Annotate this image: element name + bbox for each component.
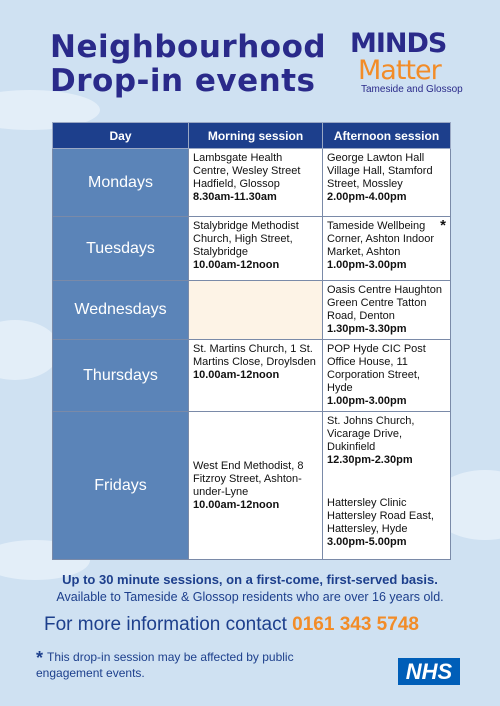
contact-line — [44, 614, 419, 636]
eligibility-info: Available to Tameside & Glossop residents who are over 16 years old. — [56, 590, 444, 604]
table-row — [53, 412, 451, 560]
day-cell: Wednesdays — [53, 281, 189, 340]
venue: Lambsgate Health Centre, Wesley Street Hadfield, Glossop — [193, 152, 301, 190]
table-header-row — [53, 123, 451, 149]
title-line-1: Neighbourhood — [50, 29, 327, 65]
session-time: 2.00pm-4.00pm — [327, 191, 407, 203]
session-time: 10.00am-12noon — [193, 369, 280, 381]
morning-cell-empty — [189, 281, 323, 340]
logo-line-1: MINDS — [350, 28, 447, 59]
header-morning: Morning session — [189, 123, 323, 149]
day-cell: Tuesdays — [53, 217, 189, 281]
session-time: 3.00pm-5.00pm — [327, 536, 407, 548]
page-title — [50, 30, 326, 98]
day-cell: Fridays — [53, 412, 189, 560]
logo-line-3: Tameside and Glossop — [361, 84, 463, 95]
afternoon-cell — [323, 217, 451, 281]
session-time: 8.30am-11.30am — [193, 191, 277, 203]
session-time: 1.00pm-3.00pm — [327, 259, 407, 271]
venue: Stalybridge Methodist Church, High Street, Stalybridge — [193, 220, 299, 258]
afternoon-cell — [323, 149, 451, 217]
afternoon-cell — [323, 412, 451, 560]
venue: St. Martins Church, 1 St. Martins Close, Droylsden — [193, 343, 316, 368]
session-time: 12.30pm-2.30pm — [327, 454, 413, 466]
afternoon-cell — [323, 281, 451, 340]
session-time: 10.00am-12noon — [193, 259, 280, 271]
contact-label: For more information contact — [44, 614, 287, 635]
minds-matter-logo — [350, 30, 465, 96]
venue: St. Johns Church, Vicarage Drive, Dukinfield — [327, 415, 415, 453]
table-row — [53, 281, 451, 340]
day-cell: Mondays — [53, 149, 189, 217]
venue: Hattersley Clinic Hattersley Road East, Hattersley, Hyde — [327, 497, 434, 535]
venue: POP Hyde CIC Post Office House, 11 Corporation Street, Hyde — [327, 343, 426, 394]
table-row — [53, 217, 451, 281]
day-cell: Thursdays — [53, 340, 189, 412]
venue: George Lawton Hall Village Hall, Stamford Street, Mossley — [327, 152, 433, 190]
schedule-table — [52, 122, 451, 560]
morning-cell — [189, 217, 323, 281]
morning-cell — [189, 412, 323, 560]
venue: West End Methodist, 8 Fitzroy Street, Ashton-under-Lyne — [193, 459, 304, 498]
session-info: Up to 30 minute sessions, on a first-come, first-served basis. — [62, 572, 438, 587]
table-row — [53, 340, 451, 412]
title-line-2: Drop-in events — [50, 63, 316, 99]
morning-cell — [189, 149, 323, 217]
table-row — [53, 149, 451, 217]
morning-cell — [189, 340, 323, 412]
session-time: 1.00pm-3.00pm — [327, 395, 407, 407]
nhs-logo: NHS — [398, 658, 460, 685]
phone-number[interactable]: 0161 343 5748 — [292, 614, 419, 635]
footnote-marker: * — [36, 648, 44, 668]
session-time: 10.00am-12noon — [193, 498, 280, 511]
footnote — [36, 650, 346, 681]
footnote-text: This drop-in session may be affected by public engagement events. — [36, 650, 294, 680]
afternoon-cell — [323, 340, 451, 412]
footnote-marker: * — [440, 217, 446, 234]
background-cloud — [0, 320, 60, 380]
venue: Tameside Wellbeing Corner, Ashton Indoor Market, Ashton — [327, 220, 435, 258]
session-time: 1.30pm-3.30pm — [327, 323, 407, 335]
venue: Oasis Centre Haughton Green Centre Tatton Road, Denton — [327, 284, 442, 322]
logo-line-2: Matter — [358, 55, 441, 86]
header-day: Day — [53, 123, 189, 149]
header-afternoon: Afternoon session — [323, 123, 451, 149]
